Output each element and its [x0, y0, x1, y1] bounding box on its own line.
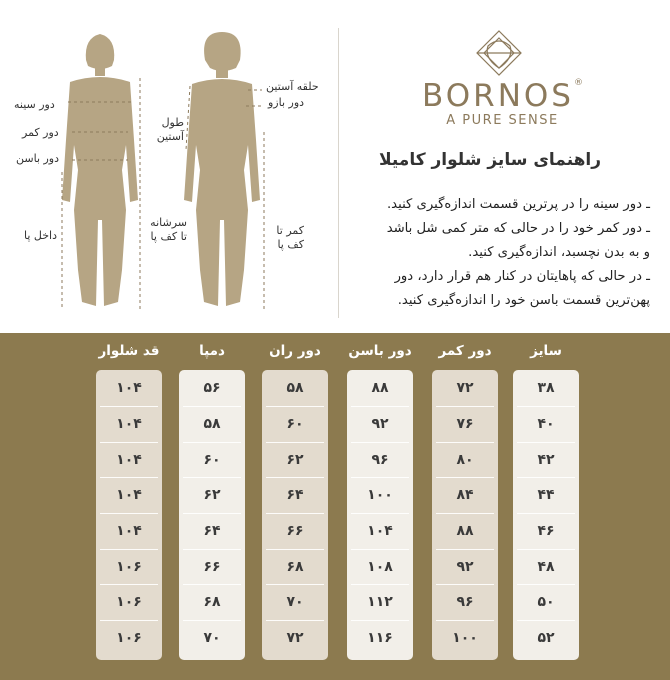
table-cell: ۱۰۴ — [116, 487, 142, 503]
row-separator — [100, 513, 158, 514]
table-cell: ۵۸ — [286, 380, 304, 396]
row-separator — [351, 584, 409, 585]
table-cell: ۶۲ — [286, 452, 304, 468]
table-cell: ۱۰۸ — [367, 559, 393, 575]
table-cell: ۳۸ — [537, 380, 555, 396]
row-separator — [436, 513, 494, 514]
instruction-line: ـ دور کمر خود را در حالی که متر کمی شل باشد — [386, 221, 650, 236]
row-separator — [183, 584, 241, 585]
row-separator — [266, 549, 324, 550]
table-cell: ۴۴ — [537, 487, 555, 503]
row-separator — [266, 513, 324, 514]
brand-logo-icon — [474, 28, 524, 78]
table-cell: ۷۲ — [456, 380, 474, 396]
column-header: دور کمر — [438, 343, 492, 359]
table-cell: ۹۶ — [456, 594, 474, 610]
row-separator — [351, 442, 409, 443]
table-cell: ۱۰۴ — [116, 416, 142, 432]
column-header: دمپا — [199, 343, 225, 359]
label-shoulder-to-floor: سرشانه تا کف پا — [150, 216, 187, 243]
table-cell: ۹۲ — [456, 559, 474, 575]
table-cell: ۶۴ — [286, 487, 304, 503]
body-figures-illustration — [0, 20, 338, 320]
row-separator — [100, 442, 158, 443]
brand-tagline: A PURE SENSE — [446, 113, 559, 128]
table-cell: ۸۰ — [456, 452, 474, 468]
row-separator — [266, 442, 324, 443]
table-cell: ۱۱۲ — [367, 594, 393, 610]
row-separator — [183, 477, 241, 478]
label-armhole: حلقه آستین — [266, 80, 319, 93]
back-figure — [184, 32, 260, 306]
row-separator — [436, 442, 494, 443]
row-separator — [517, 620, 575, 621]
brand-name — [410, 78, 595, 114]
table-cell: ۶۰ — [286, 416, 304, 432]
row-separator — [266, 620, 324, 621]
table-cell: ۴۰ — [537, 416, 555, 432]
table-cell: ۵۰ — [537, 594, 555, 610]
row-separator — [183, 549, 241, 550]
label-arm: دور بازو — [268, 96, 305, 109]
table-cell: ۸۸ — [456, 523, 474, 539]
table-cell: ۸۴ — [456, 487, 474, 503]
row-separator — [266, 406, 324, 407]
table-cell: ۴۶ — [537, 523, 555, 539]
table-cell: ۱۰۴ — [116, 380, 142, 396]
row-separator — [100, 620, 158, 621]
column-header: قد شلوار — [98, 343, 160, 359]
table-cell: ۶۲ — [203, 487, 221, 503]
row-separator — [100, 477, 158, 478]
table-cell: ۴۲ — [537, 452, 555, 468]
measurement-diagram — [0, 20, 338, 320]
table-cell: ۶۸ — [203, 594, 221, 610]
column-values — [347, 370, 413, 660]
row-separator — [183, 442, 241, 443]
table-cell: ۷۲ — [286, 630, 304, 646]
row-separator — [436, 620, 494, 621]
table-cell: ۹۲ — [371, 416, 389, 432]
table-cell: ۱۰۰ — [367, 487, 393, 503]
table-cell: ۵۲ — [537, 630, 555, 646]
column-values — [96, 370, 162, 660]
row-separator — [436, 477, 494, 478]
instruction-line: و به بدن نچسبد، اندازه‌گیری کنید. — [468, 245, 650, 260]
column-header: دور باسن — [348, 343, 412, 359]
column-values — [179, 370, 245, 660]
row-separator — [436, 406, 494, 407]
column-values — [513, 370, 579, 660]
row-separator — [183, 620, 241, 621]
table-cell: ۴۸ — [537, 559, 555, 575]
table-cell: ۷۰ — [286, 594, 304, 610]
table-cell: ۷۰ — [203, 630, 221, 646]
label-hip: دور باسن — [16, 152, 60, 165]
column-values — [432, 370, 498, 660]
table-cell: ۱۰۰ — [452, 630, 478, 646]
table-cell: ۶۰ — [203, 452, 221, 468]
table-cell: ۹۶ — [371, 452, 389, 468]
table-cell: ۱۰۶ — [116, 630, 142, 646]
row-separator — [517, 442, 575, 443]
row-separator — [351, 406, 409, 407]
guide-title: راهنمای سایز شلوار کامیلا — [378, 150, 602, 170]
instruction-line: ـ دور سینه را در پرترین قسمت اندازه‌گیری کنید. — [386, 197, 650, 212]
table-cell: ۶۸ — [286, 559, 304, 575]
table-cell: ۷۶ — [456, 416, 474, 432]
instruction-line: پهن‌ترین قسمت باسن خود را اندازه‌گیری کنید. — [397, 293, 650, 308]
table-cell: ۶۶ — [203, 559, 221, 575]
row-separator — [100, 549, 158, 550]
table-cell: ۸۸ — [371, 380, 389, 396]
row-separator — [436, 549, 494, 550]
table-cell: ۱۰۶ — [116, 594, 142, 610]
row-separator — [351, 477, 409, 478]
row-separator — [266, 584, 324, 585]
size-table — [0, 333, 670, 680]
column-header: سایز — [530, 343, 562, 359]
row-separator — [517, 477, 575, 478]
measurement-instructions — [345, 193, 650, 313]
row-separator — [183, 406, 241, 407]
table-cell: ۱۰۴ — [367, 523, 393, 539]
table-cell: ۶۴ — [203, 523, 221, 539]
column-header: دور ران — [269, 343, 321, 359]
row-separator — [351, 549, 409, 550]
table-cell: ۵۶ — [203, 380, 221, 396]
label-sleeve-length: طول آستین — [156, 116, 184, 143]
row-separator — [266, 477, 324, 478]
row-separator — [351, 513, 409, 514]
table-cell: ۱۱۶ — [367, 630, 393, 646]
row-separator — [351, 620, 409, 621]
row-separator — [436, 584, 494, 585]
label-waist-to-floor: کمر تا کف پا — [276, 224, 304, 251]
table-cell: ۱۰۴ — [116, 523, 142, 539]
row-separator — [517, 406, 575, 407]
brand-name-text: BORNOS — [422, 78, 574, 114]
label-bust: دور سینه — [14, 98, 55, 111]
divider — [338, 28, 339, 318]
table-cell: ۱۰۴ — [116, 452, 142, 468]
row-separator — [517, 513, 575, 514]
row-separator — [517, 549, 575, 550]
registered-mark: ® — [573, 78, 583, 88]
row-separator — [517, 584, 575, 585]
instruction-line: ـ در حالی که پاهایتان در کنار هم قرار دارد، دور — [394, 269, 650, 284]
table-cell: ۶۶ — [286, 523, 304, 539]
row-separator — [100, 406, 158, 407]
table-cell: ۵۸ — [203, 416, 221, 432]
table-cell: ۱۰۶ — [116, 559, 142, 575]
label-inseam: داخل پا — [24, 229, 57, 242]
column-values — [262, 370, 328, 660]
label-waist: دور کمر — [22, 126, 59, 139]
row-separator — [100, 584, 158, 585]
row-separator — [183, 513, 241, 514]
front-figure — [62, 34, 138, 306]
